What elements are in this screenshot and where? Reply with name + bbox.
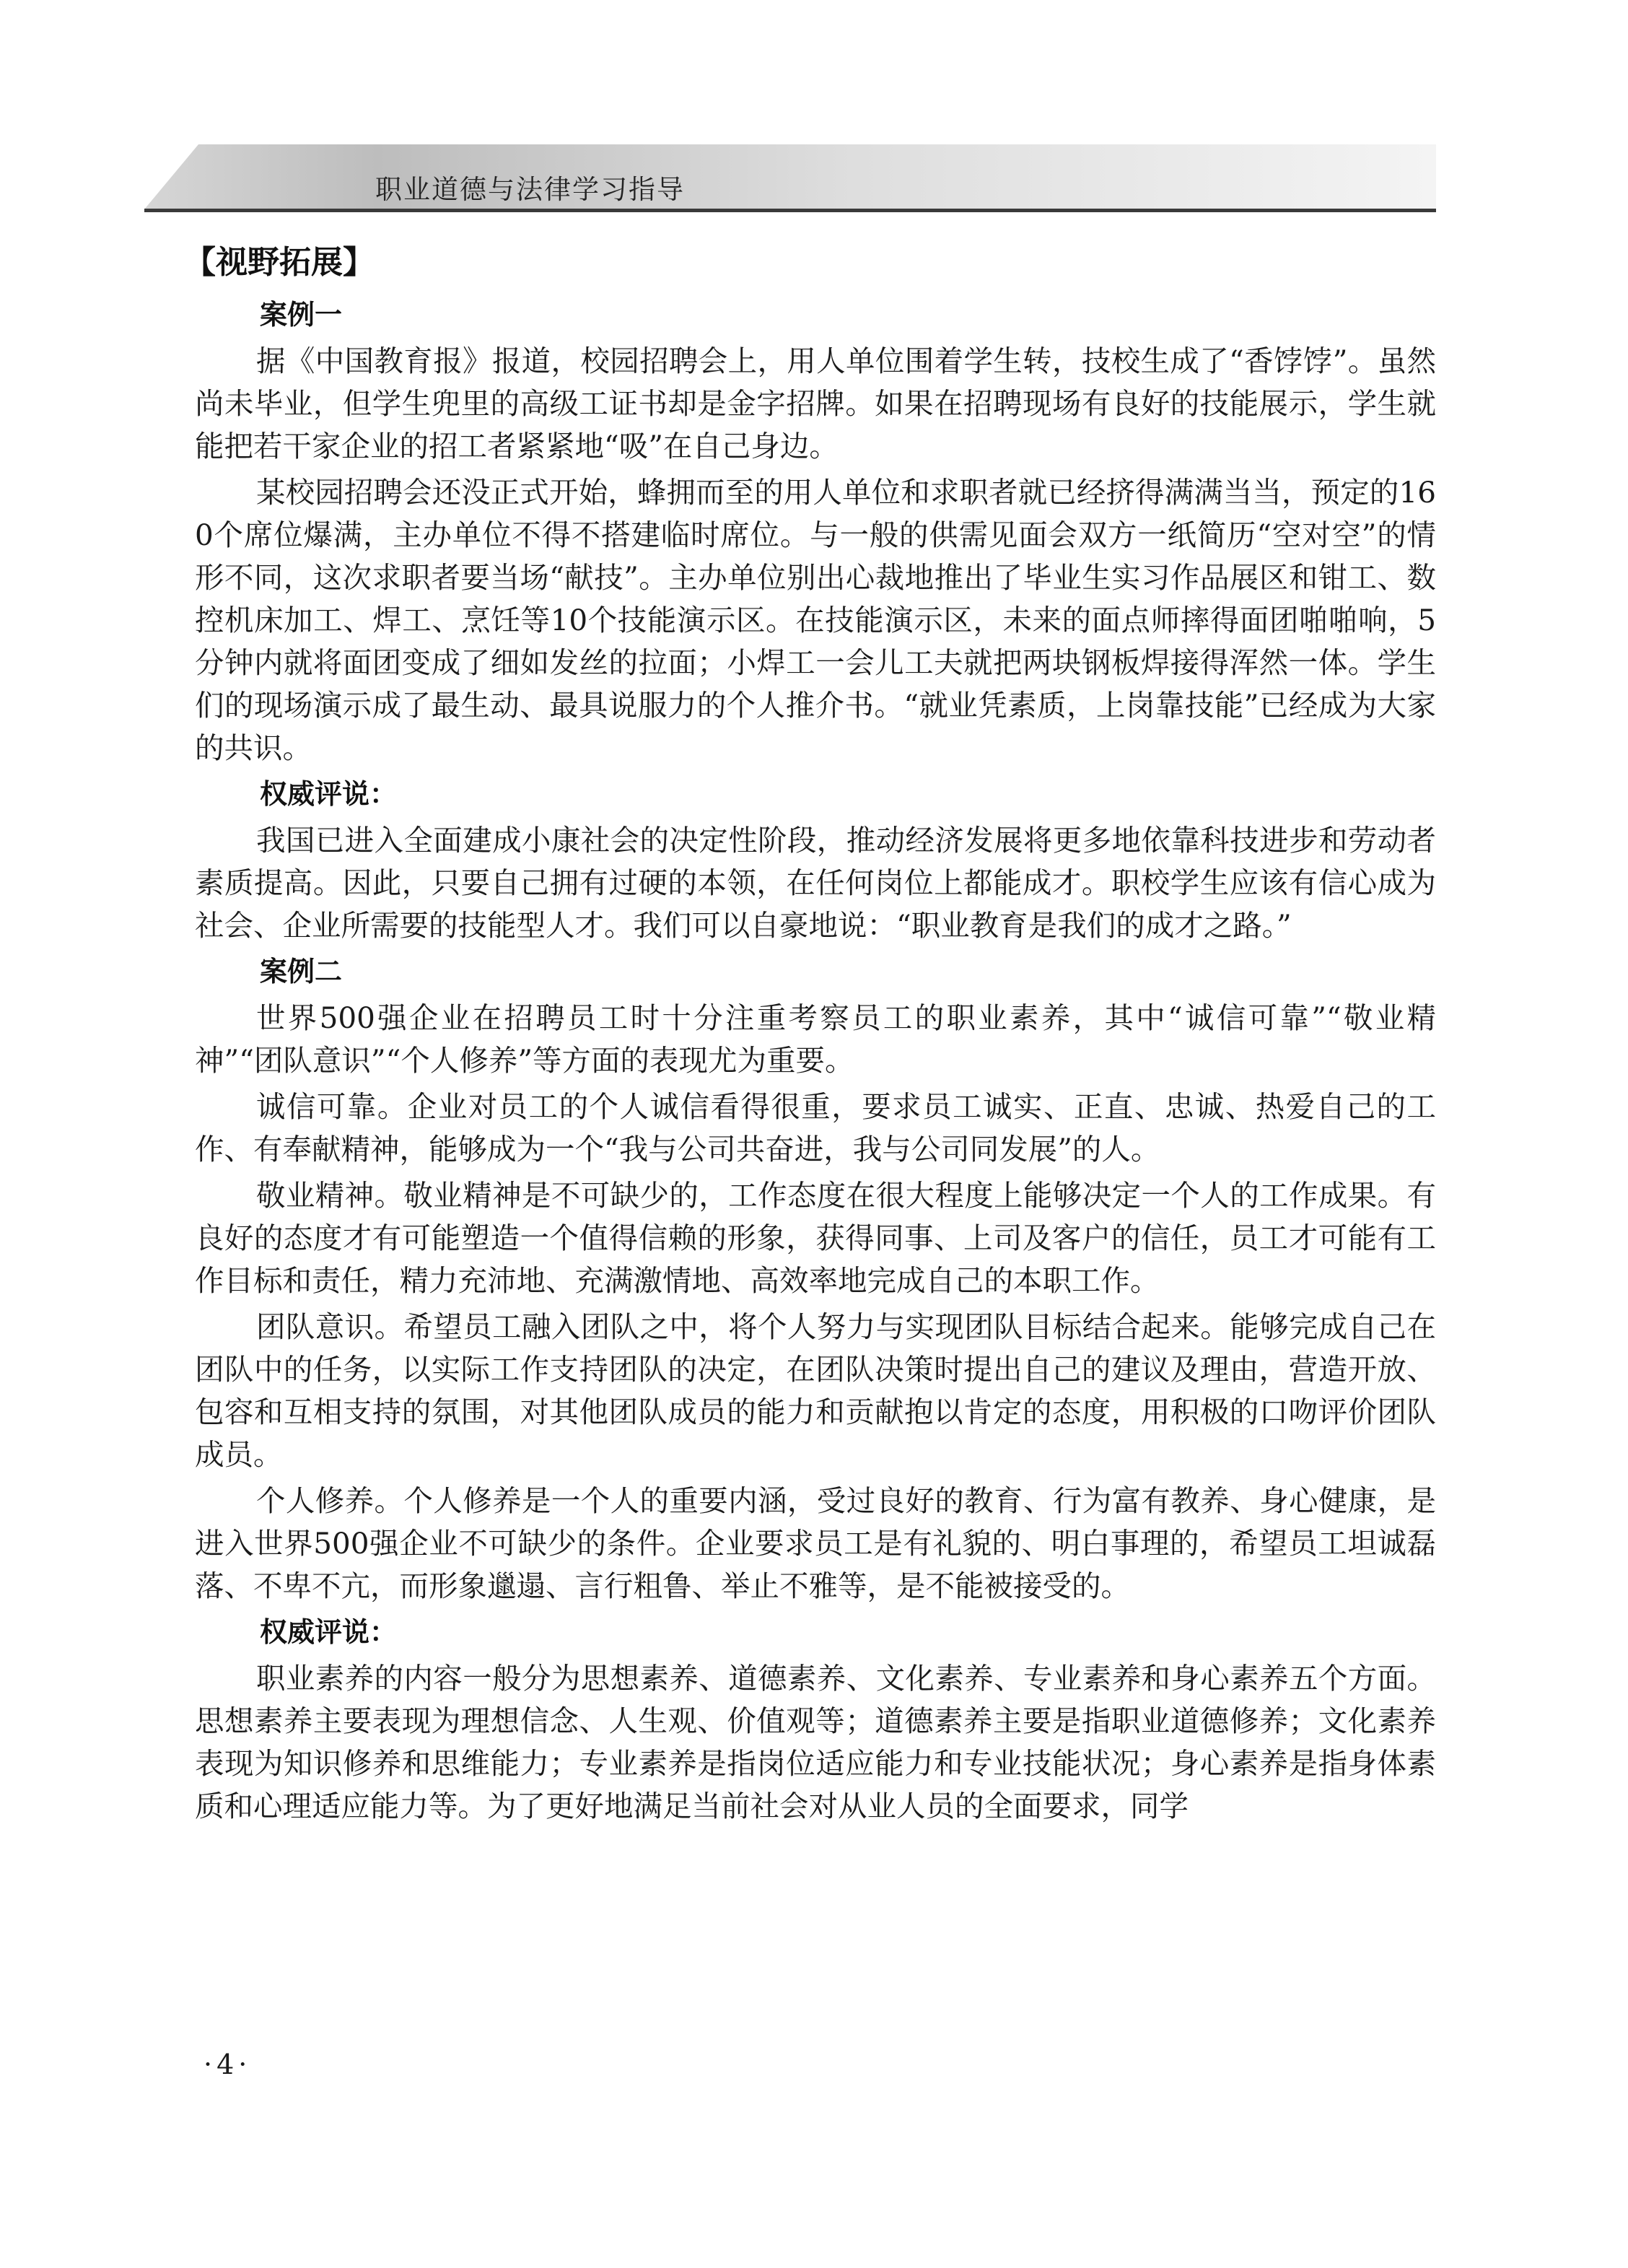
page-number: ·4·: [204, 2049, 252, 2080]
running-header: [144, 144, 1436, 214]
case2-comment-heading: 权威评说：: [260, 1616, 398, 1648]
case1-paragraph: 据《中国教育报》报道，校园招聘会上，用人单位围着学生转，技校生成了“香饽饽”。虽然尚未毕业，但学生兜里的高级工证书却是金字招牌。如果在招聘现场有良好的技能展示，学生就能把若干家企业的招工者紧紧地“吸”在自己身边。: [195, 344, 1436, 463]
case2-paragraph: 团队意识。希望员工融入团队之中，将个人努力与实现团队目标结合起来。能够完成自己在团队中的任务，以实际工作支持团队的决定，在团队决策时提出自己的建议及理由，营造开放、包容和互相支持的氛围，对其他团队成员的能力和贡献抱以肯定的态度，用积极的口吻评价团队成员。: [195, 1309, 1436, 1472]
header-title: 职业道德与法律学习指导: [375, 174, 685, 205]
header-rule: [144, 209, 1436, 212]
case2-paragraph: 个人修养。个人修养是一个人的重要内涵，受过良好的教育、行为富有教养、身心健康，是进入世界500强企业不可缺少的条件。企业要求员工是有礼貌的、明白事理的，希望员工坦诚磊落、不卑不亢，而形象邋遢、言行粗鲁、举止不雅等，是不能被接受的。: [195, 1483, 1436, 1603]
section-title: 【视野拓展】: [184, 244, 375, 281]
case2-paragraph: 世界500强企业在招聘员工时十分注重考察员工的职业素养，其中“诚信可靠”“敬业精神”“团队意识”“个人修养”等方面的表现尤为重要。: [195, 1000, 1436, 1078]
case1-comment-paragraph: 我国已进入全面建成小康社会的决定性阶段，推动经济发展将更多地依靠科技进步和劳动者素质提高。因此，只要自己拥有过硬的本领，在任何岗位上都能成才。职校学生应该有信心成为社会、企业所需要的技能型人才。我们可以自豪地说：“职业教育是我们的成才之路。”: [195, 823, 1436, 943]
case1-paragraph: 某校园招聘会还没正式开始，蜂拥而至的用人单位和求职者就已经挤得满满当当，预定的160个席位爆满，主办单位不得不搭建临时席位。与一般的供需见面会双方一纸简历“空对空”的情形不同，这次求职者要当场“献技”。主办单位别出心裁地推出了毕业生实习作品展区和钳工、数控机床加工、焊工、烹饪等10个技能演示区。在技能演示区，未来的面点师摔得面团啪啪响，5分钟内就将面团变成了细如发丝的拉面；小焊工一会儿工夫就把两块钢板焊接得浑然一体。学生们的现场演示成了最生动、最具说服力的个人推介书。“就业凭素质，上岗靠技能”已经成为大家的共识。: [195, 475, 1436, 765]
case1-comment-heading: 权威评说：: [260, 778, 398, 810]
case2-comment-paragraph: 职业素养的内容一般分为思想素养、道德素养、文化素养、专业素养和身心素养五个方面。思想素养主要表现为理想信念、人生观、价值观等；道德素养主要是指职业道德修养；文化素养表现为知识修养和思维能力；专业素养是指岗位适应能力和专业技能状况；身心素养是指身体素质和心理适应能力等。为了更好地满足当前社会对从业人员的全面要求，同学: [195, 1661, 1436, 1823]
case2-heading: 案例二: [260, 956, 343, 987]
case1-heading: 案例一: [260, 299, 343, 331]
case2-paragraph: 敬业精神。敬业精神是不可缺少的，工作态度在很大程度上能够决定一个人的工作成果。有良好的态度才有可能塑造一个值得信赖的形象，获得同事、上司及客户的信任，员工才可能有工作目标和责任，精力充沛地、充满激情地、高效率地完成自己的本职工作。: [195, 1178, 1436, 1298]
case2-paragraph: 诚信可靠。企业对员工的个人诚信看得很重，要求员工诚实、正直、忠诚、热爱自己的工作、有奉献精神，能够成为一个“我与公司共奋进，我与公司同发展”的人。: [195, 1089, 1436, 1166]
page-body: [184, 240, 1436, 1831]
header-gradient-band: [144, 144, 1436, 214]
